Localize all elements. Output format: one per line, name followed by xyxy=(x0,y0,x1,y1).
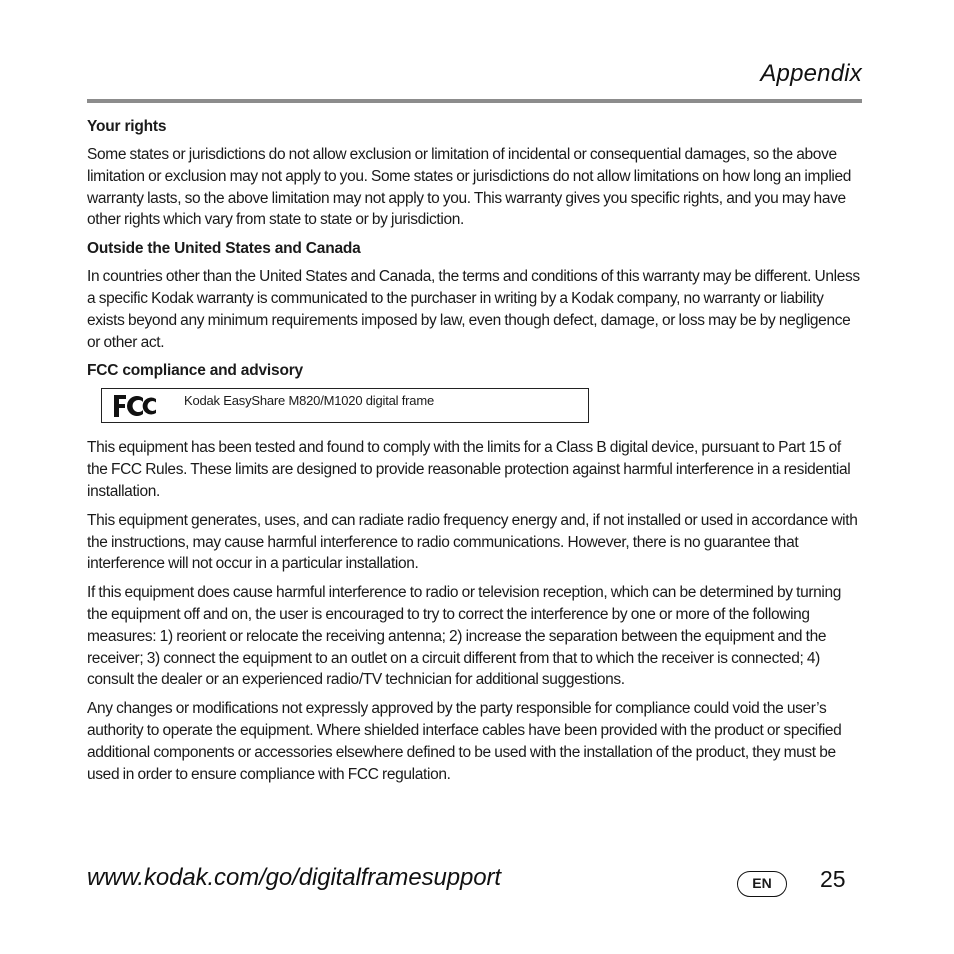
paragraph-fcc-3: If this equipment does cause harmful interference to radio or television reception, which can be determined by turning the equipment off and on, the user is encouraged to try to correct the interference by one or more of the following measures: 1) reorient or relocate the receiving antenna; 2) increase the separation between the equipment and the receiver; 3) connect the equipment to an outlet on a circuit different from that to which the receiver is connected; 4) consult the dealer or an experienced radio/TV technician for additional suggestions. xyxy=(87,584,842,689)
paragraph-your-rights: Some states or jurisdictions do not allow exclusion or limitation of incidental or consequential damages, so the above limitation or exclusion may not apply to you. Some states or jurisdictions do not allow limitations on how long an implied warranty lasts, so the above limitation may not apply to you. This warranty gives you specific rights, and you may have other rights which vary from state to state or by jurisdiction. xyxy=(87,146,852,229)
header-divider xyxy=(87,99,862,103)
paragraph-fcc-4: Any changes or modifications not expressly approved by the party responsible for compliance could void the user’s authority to operate the equipment. Where shielded interface cables have been provided with the product or specified additional components or accessories elsewhere defined to be used with the installation of the product, they must be used in order to ensure compliance with FCC regulation. xyxy=(87,700,842,783)
section-title: Appendix xyxy=(760,60,862,87)
language-badge: EN xyxy=(737,871,787,897)
paragraph-fcc-1: This equipment has been tested and found to comply with the limits for a Class B digital device, pursuant to Part 15 of the FCC Rules. These limits are designed to provide reasonable protection against harmful interference in a residential installation. xyxy=(87,439,851,500)
paragraph-outside-us-canada: In countries other than the United States and Canada, the terms and conditions of this warranty may be different. Unless a specific Kodak warranty is communicated to the purchaser in writing by a Kodak company, no warranty or liability exists beyond any minimum requirements imposed by law, even though defect, damage, or loss may be by negligence or other act. xyxy=(87,268,860,351)
heading-fcc-compliance: FCC compliance and advisory xyxy=(87,362,303,380)
page-content xyxy=(87,116,863,792)
heading-your-rights: Your rights xyxy=(87,118,167,135)
page-number: 25 xyxy=(820,866,846,892)
support-url-link[interactable]: www.kodak.com/go/digitalframesupport xyxy=(87,864,501,891)
fcc-product-box xyxy=(101,388,589,423)
paragraph-fcc-2: This equipment generates, uses, and can radiate radio frequency energy and, if not installed or used in accordance with the instructions, may cause harmful interference to radio communications. However, there is no guarantee that interference will not occur in a particular installation. xyxy=(87,511,858,573)
heading-outside-us-canada: Outside the United States and Canada xyxy=(87,240,361,258)
fcc-logo-icon xyxy=(113,393,157,419)
fcc-product-name: Kodak EasyShare M820/M1020 digital frame xyxy=(184,393,434,409)
